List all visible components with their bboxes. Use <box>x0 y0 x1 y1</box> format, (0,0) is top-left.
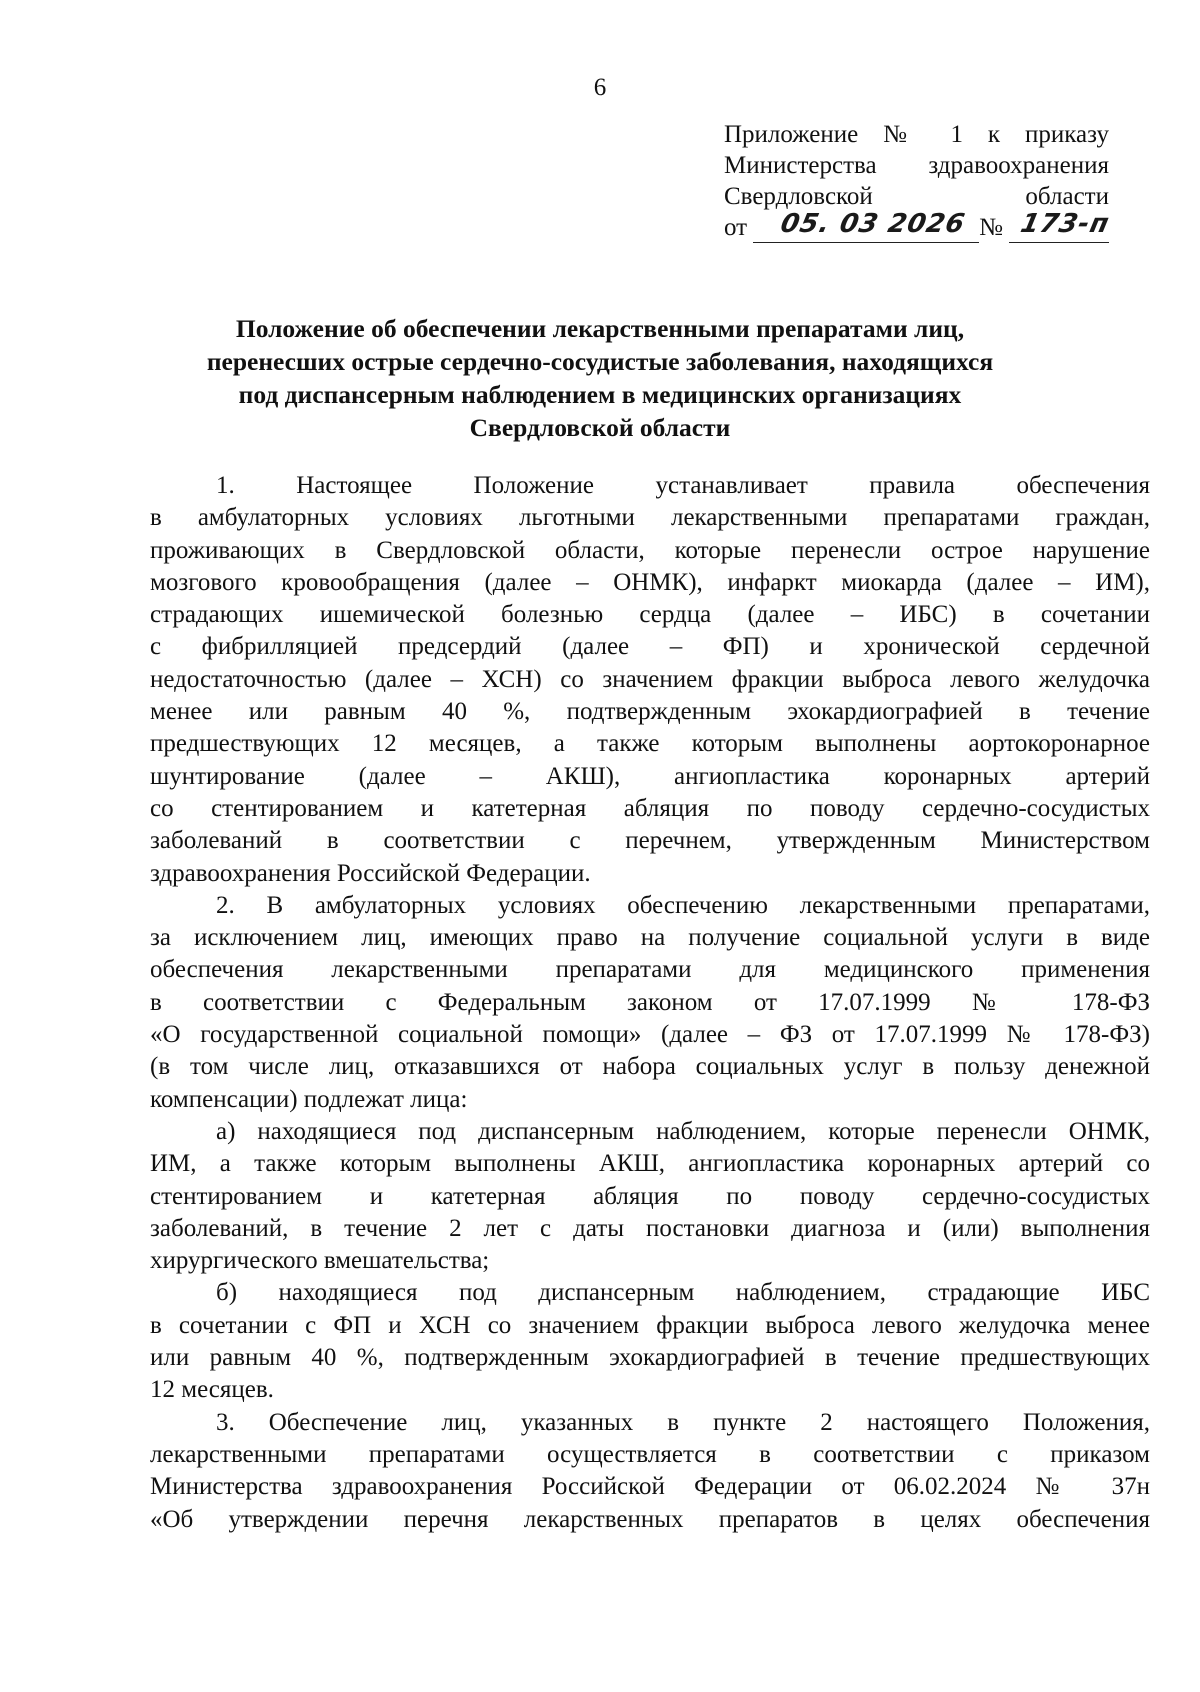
text-line: за исключением лиц, имеющих право на получение социальной услуги в виде <box>150 924 1150 952</box>
title-line: Свердловской области <box>469 413 731 442</box>
text-line: а) находящиеся под диспансерным наблюдением, которые перенесли ОНМК, <box>216 1117 1150 1145</box>
appendix-line: Министерства здравоохранения <box>724 152 1109 179</box>
text-line: менее или равным 40 %, подтвержденным эхокардиографией в течение <box>150 698 1150 726</box>
text-line: или равным 40 %, подтвержденным эхокардиографией в течение предшествующих <box>150 1344 1150 1372</box>
text-line: в соответствии с Федеральным законом от 17.07.1999 № 178-ФЗ <box>150 988 1150 1016</box>
paragraph-2 <box>150 890 1150 1116</box>
text-line: заболеваний, в течение 2 лет с даты постановки диагноза и (или) выполнения <box>150 1214 1150 1242</box>
text-line: хирургического вмешательства; <box>150 1247 490 1275</box>
order-number-field <box>1009 209 1113 243</box>
text-line: здравоохранения Российской Федерации. <box>150 859 591 887</box>
handwritten-number: 173-п <box>1017 209 1113 239</box>
text-line: (в том числе лиц, отказавшихся от набора социальных услуг в пользу денежной <box>150 1053 1150 1081</box>
text-line: 3. Обеспечение лиц, указанных в пункте 2 настоящего Положения, <box>216 1408 1150 1436</box>
text-line: заболеваний в соответствии с перечнем, утвержденным Министерством <box>150 827 1150 855</box>
text-line: Министерства здравоохранения Российской Федерации от 06.02.2024 № 37н <box>150 1473 1150 1501</box>
text-line: обеспечения лекарственными препаратами для медицинского применения <box>150 956 1150 984</box>
handwritten-date: 05. 03 2026 <box>778 209 969 239</box>
text-line: компенсации) подлежат лица: <box>150 1085 468 1113</box>
text-line: страдающих ишемической болезнью сердца (далее – ИБС) в сочетании <box>150 601 1150 629</box>
text-line: 2. В амбулаторных условиях обеспечению лекарственными препаратами, <box>216 891 1150 919</box>
title-line: под диспансерным наблюдением в медицинских организациях <box>238 380 962 409</box>
text-line: шунтирование (далее – АКШ), ангиопластика коронарных артерий <box>150 762 1150 790</box>
text-line: 12 месяцев. <box>150 1376 274 1404</box>
appendix-header <box>724 119 1113 243</box>
page-number: 6 <box>593 74 607 101</box>
order-date-number-row <box>724 209 1113 243</box>
text-line: стентированием и катетерная абляция по поводу сердечно-сосудистых <box>150 1182 1150 1210</box>
title-line: Положение об обеспечении лекарственными препаратами лиц, <box>235 314 965 343</box>
appendix-line: Свердловской области <box>724 183 1109 210</box>
text-line: мозгового кровообращения (далее – ОНМК), инфаркт миокарда (далее – ИМ), <box>150 568 1150 596</box>
paragraph-1 <box>150 470 1150 890</box>
from-label: от <box>724 214 748 241</box>
text-line: в сочетании с ФП и ХСН со значением фракции выброса левого желудочка менее <box>150 1311 1150 1339</box>
text-line: лекарственными препаратами осуществляется в соответствии с приказом <box>150 1440 1150 1468</box>
title-line: перенесших острые сердечно-сосудистые заболевания, находящихся <box>206 347 994 376</box>
document-body <box>150 470 1150 1536</box>
number-label: № <box>979 214 1003 241</box>
text-line: «О государственной социальной помощи» (далее – ФЗ от 17.07.1999 № 178-ФЗ) <box>150 1021 1150 1049</box>
text-line: «Об утверждении перечня лекарственных препаратов в целях обеспечения <box>150 1505 1150 1533</box>
text-line: б) находящиеся под диспансерным наблюдением, страдающие ИБС <box>216 1279 1150 1307</box>
text-line: недостаточностью (далее – ХСН) со значением фракции выброса левого желудочка <box>150 665 1150 693</box>
text-line: ИМ, а также которым выполнены АКШ, ангиопластика коронарных артерий со <box>150 1150 1150 1178</box>
text-line: предшествующих 12 месяцев, а также которым выполнены аортокоронарное <box>150 730 1150 758</box>
text-line: в амбулаторных условиях льготными лекарственными препаратами граждан, <box>150 504 1150 532</box>
subparagraph-a <box>150 1116 1150 1277</box>
text-line: с фибрилляцией предсердий (далее – ФП) и хронической сердечной <box>150 633 1150 661</box>
document-title <box>150 312 1050 444</box>
paragraph-3 <box>150 1407 1150 1536</box>
text-line: 1. Настоящее Положение устанавливает правила обеспечения <box>216 472 1150 499</box>
text-line: проживающих в Свердловской области, которые перенесли острое нарушение <box>150 536 1150 564</box>
appendix-line: Приложение № 1 к приказу <box>724 121 1109 148</box>
order-date-field <box>753 209 979 243</box>
subparagraph-b <box>150 1277 1150 1406</box>
text-line: со стентированием и катетерная абляция по поводу сердечно-сосудистых <box>150 794 1150 822</box>
